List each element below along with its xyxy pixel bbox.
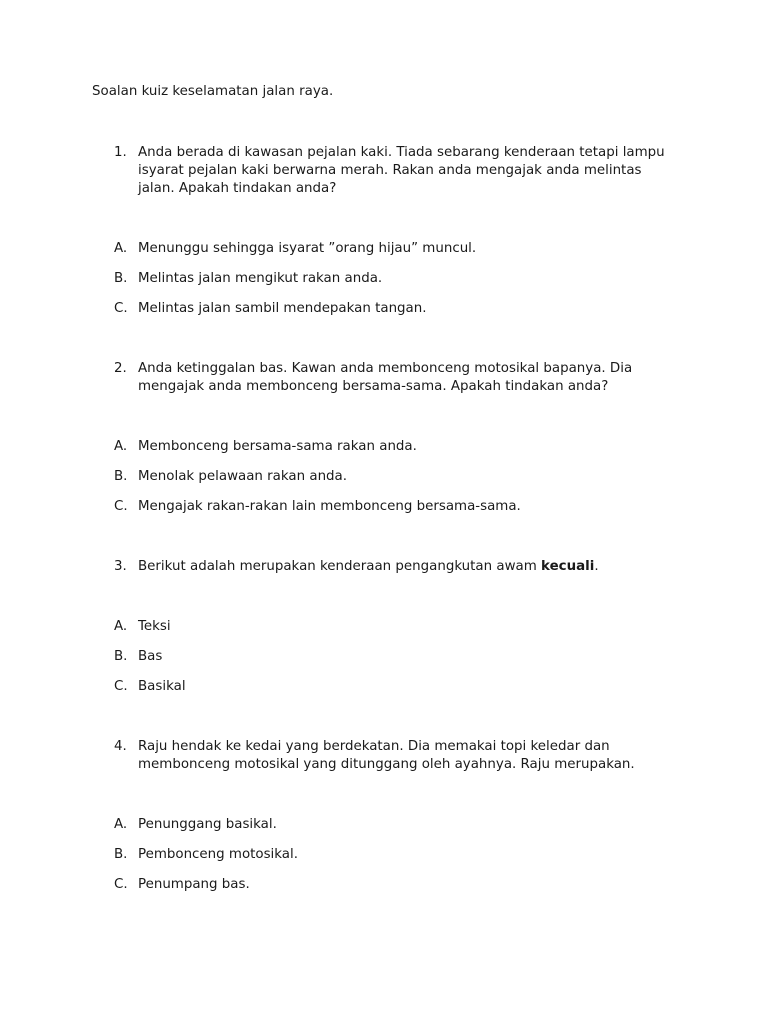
option-text: Menunggu sehingga isyarat ”orang hijau” muncul. — [138, 241, 477, 256]
question-number: 2. — [114, 361, 127, 376]
question-3 — [114, 558, 674, 576]
question-number: 3. — [114, 559, 127, 574]
option-letter: B. — [114, 469, 128, 484]
question-text: Raju hendak ke kedai yang berdekatan. Dia memakai topi keledar dan membonceng motosikal yang ditunggang oleh ayahnya. Raju merupakan. — [138, 739, 635, 772]
option-text: Bas — [138, 649, 163, 664]
question-4-option-b — [114, 846, 298, 864]
question-2-option-b — [114, 468, 347, 486]
question-text-emphasis: kecuali — [541, 559, 595, 574]
option-text: Melintas jalan mengikut rakan anda. — [138, 271, 383, 286]
option-letter: B. — [114, 271, 128, 286]
question-1 — [114, 144, 674, 198]
question-3-option-b — [114, 648, 162, 666]
option-letter: C. — [114, 679, 128, 694]
option-text: Basikal — [138, 679, 186, 694]
question-4-option-c — [114, 876, 250, 894]
option-text: Melintas jalan sambil mendepakan tangan. — [138, 301, 427, 316]
option-text: Teksi — [138, 619, 171, 634]
page-title: Soalan kuiz keselamatan jalan raya. — [92, 84, 334, 99]
option-text: Menolak pelawaan rakan anda. — [138, 469, 348, 484]
option-text: Penunggang basikal. — [138, 817, 277, 832]
option-letter: C. — [114, 877, 128, 892]
option-text: Mengajak rakan-rakan lain membonceng bersama-sama. — [138, 499, 521, 514]
option-text: Pembonceng motosikal. — [138, 847, 298, 862]
question-3-option-c — [114, 678, 186, 696]
question-3-option-a — [114, 618, 171, 636]
question-1-option-b — [114, 270, 382, 288]
question-text-before: Berikut adalah merupakan kenderaan pengangkutan awam — [138, 559, 542, 574]
question-number: 1. — [114, 145, 127, 160]
option-text: Penumpang bas. — [138, 877, 250, 892]
question-4-option-a — [114, 816, 277, 834]
option-letter: B. — [114, 649, 128, 664]
question-number: 4. — [114, 739, 127, 754]
question-text-after: . — [594, 559, 599, 574]
question-text — [138, 558, 674, 576]
question-2-option-a — [114, 438, 417, 456]
question-1-option-a — [114, 240, 476, 258]
option-letter: A. — [114, 439, 128, 454]
option-letter: A. — [114, 619, 128, 634]
option-letter: A. — [114, 817, 128, 832]
option-text: Membonceng bersama-sama rakan anda. — [138, 439, 417, 454]
question-1-option-c — [114, 300, 427, 318]
option-letter: B. — [114, 847, 128, 862]
question-4 — [114, 738, 674, 774]
question-2 — [114, 360, 674, 396]
option-letter: C. — [114, 301, 128, 316]
question-text: Anda ketinggalan bas. Kawan anda membonceng motosikal bapanya. Dia mengajak anda membonceng bersama-sama. Apakah tindakan anda? — [138, 361, 633, 394]
question-2-option-c — [114, 498, 521, 516]
option-letter: C. — [114, 499, 128, 514]
question-text: Anda berada di kawasan pejalan kaki. Tiada sebarang kenderaan tetapi lampu isyarat pejalan kaki berwarna merah. Rakan anda mengajak anda melintas jalan. Apakah tindakan anda? — [138, 145, 665, 196]
option-letter: A. — [114, 241, 128, 256]
